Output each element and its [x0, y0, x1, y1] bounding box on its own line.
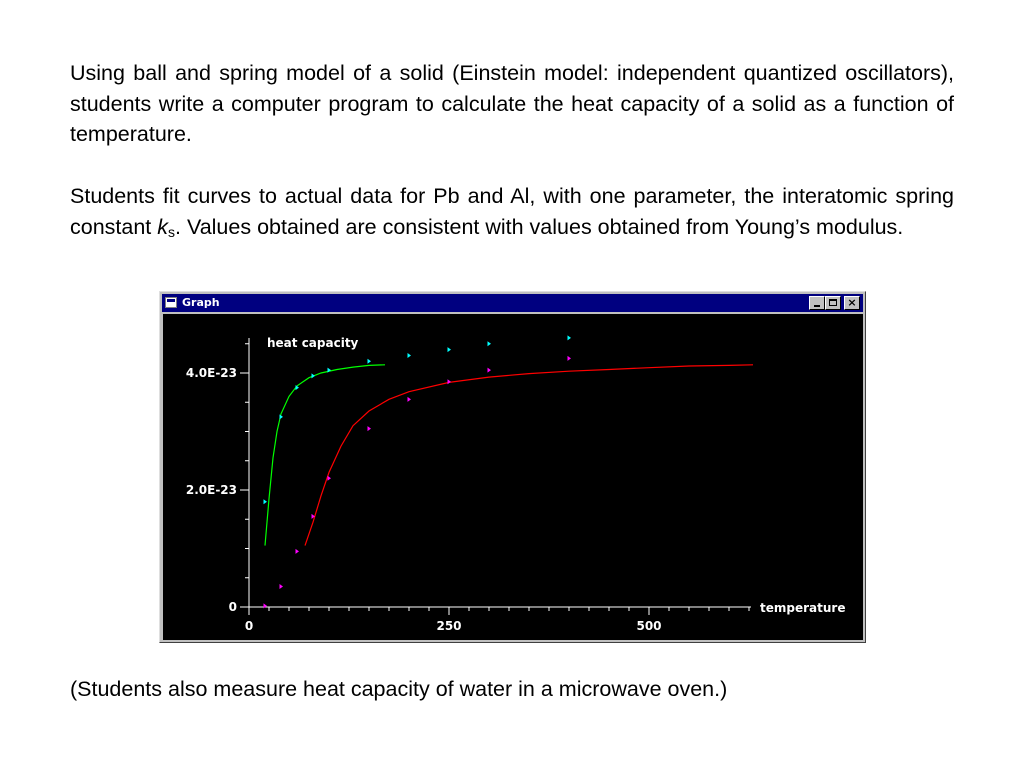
minimize-button[interactable]	[809, 296, 825, 310]
y-tick-label: 4.0E-23	[185, 366, 237, 380]
y-axis-label: heat capacity	[267, 336, 359, 350]
paragraph2-end: . Values obtained are consistent with values obtained from Young’s modulus.	[175, 214, 904, 239]
fit-description-paragraph	[70, 181, 954, 242]
x-tick-label: 250	[436, 619, 462, 633]
maximize-button[interactable]	[825, 296, 841, 310]
x-tick-label: 0	[244, 619, 254, 633]
window-app-icon	[165, 297, 177, 308]
spring-constant-symbol	[157, 215, 175, 239]
microwave-note: (Students also measure heat capacity of water in a microwave oven.)	[70, 677, 728, 701]
heat-capacity-chart	[163, 314, 863, 640]
window-title: Graph	[182, 296, 220, 309]
maximize-icon	[829, 299, 837, 306]
y-tick-label: 0	[228, 600, 237, 614]
x-axis-label: temperature	[760, 601, 846, 615]
x-tick-label: 500	[636, 619, 662, 633]
close-icon: ×	[847, 296, 857, 309]
minimize-icon	[814, 305, 820, 307]
intro-paragraph: Using ball and spring model of a solid (Einstein model: independent quantized oscillators), students write a computer program to calculate the heat capacity of a solid as a function of temperature.	[70, 61, 954, 146]
graph-window	[159, 291, 866, 643]
close-button[interactable]	[844, 296, 860, 310]
chart-background	[163, 314, 863, 640]
paragraph2-start: Students fit curves to actual data for Pb and Al, with one parameter, the interatomic spring constant	[70, 184, 954, 239]
ks-letter: k	[157, 214, 168, 239]
plot-area	[163, 314, 863, 640]
graph-window-titlebar[interactable]	[162, 294, 863, 312]
y-tick-label: 2.0E-23	[185, 483, 237, 497]
ks-subscript: s	[168, 223, 175, 240]
